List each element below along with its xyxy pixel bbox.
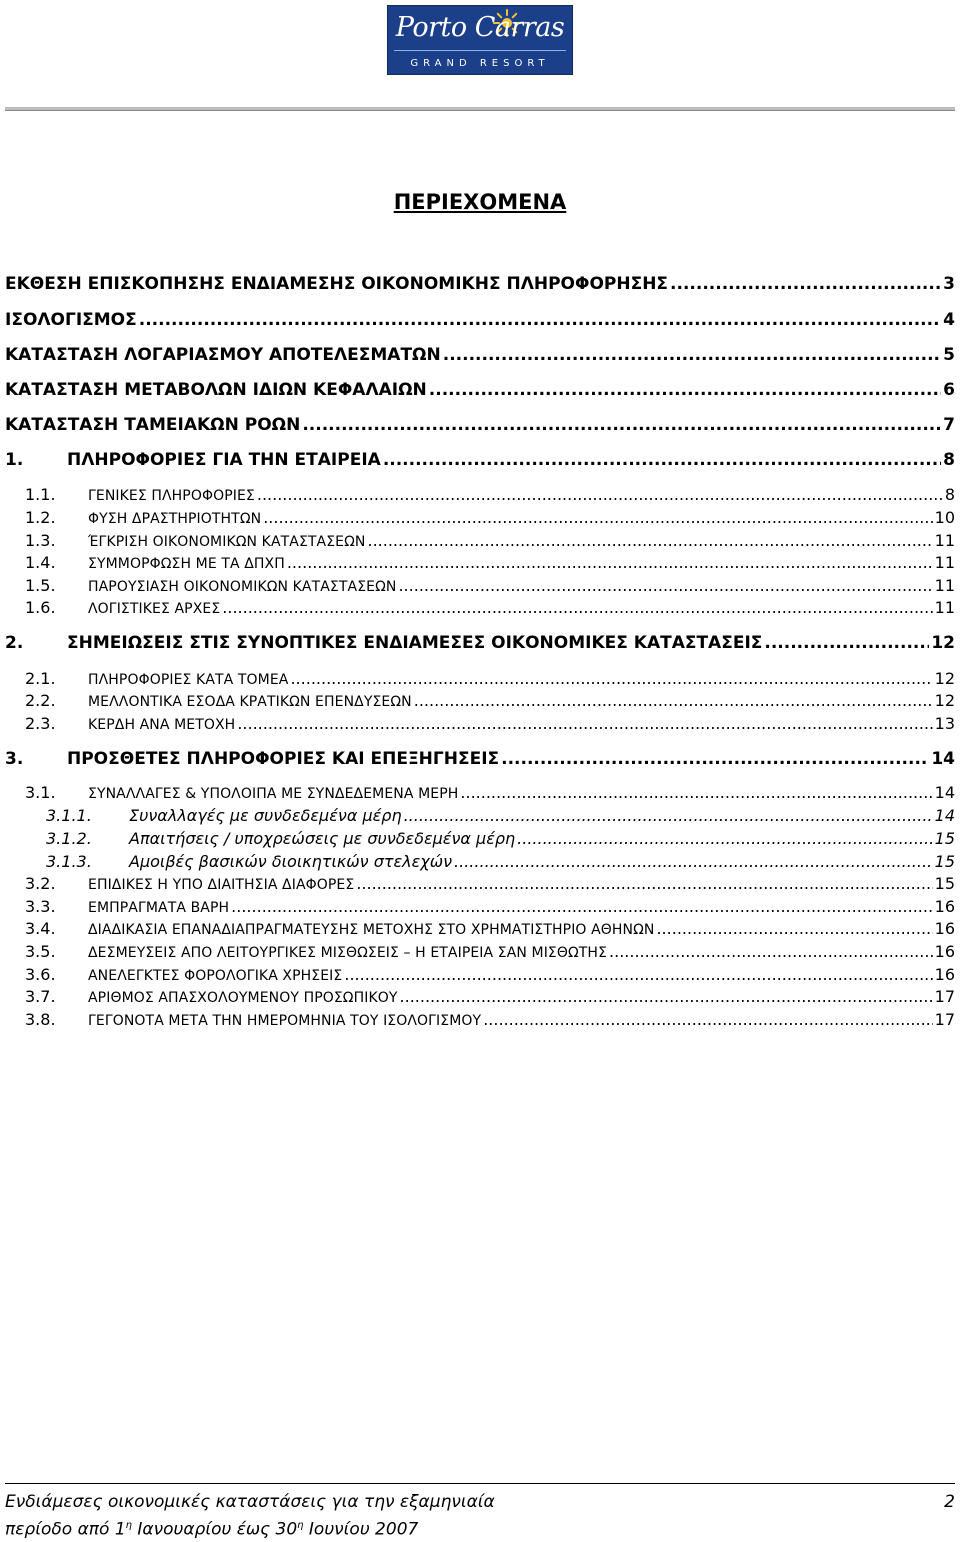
toc-entry-number: 1.3. [25, 531, 56, 550]
toc-leader-dots [656, 919, 932, 938]
toc-entry[interactable] [25, 714, 955, 733]
toc-entry-number: 1.1. [25, 485, 56, 504]
toc-entry[interactable] [25, 485, 955, 504]
toc-entry-number: 2.2. [25, 691, 56, 710]
toc-entry[interactable] [25, 691, 955, 710]
toc-title: ΠΕΡΙΕΧΟΜΕΝΑ [393, 190, 567, 214]
toc-entry[interactable] [5, 345, 955, 365]
toc-leader-dots [609, 942, 933, 961]
toc-entry[interactable] [25, 965, 955, 984]
toc-entry-number: 3.1. [25, 783, 56, 802]
toc-entry-number: 3.1.3. [46, 852, 92, 871]
toc-entry-label: ΕΚΘΕΣΗ ΕΠΙΣΚΟΠΗΣΗΣ ΕΝΔΙΑΜΕΣΗΣ ΟΙΚΟΝΟΜΙΚΗΣ ΠΛΗΡΟΦΟΡΗΣΗΣ [5, 274, 669, 294]
toc-entry-label: ΚΕΡΔΗ ΑΝΑ ΜΕΤΟΧΗ [88, 717, 236, 733]
toc-entry[interactable] [25, 919, 955, 938]
toc-entry[interactable] [5, 415, 955, 435]
toc-entry[interactable] [25, 508, 955, 527]
toc-entry-page: 16 [934, 919, 955, 938]
toc-leader-dots [139, 310, 941, 330]
toc-entry-label: ΣΥΝΑΛΛΑΓΕΣ & ΥΠΟΛΟΙΠΑ ΜΕ ΣΥΝΔΕΔΕΜΕΝΑ ΜΕΡΗ [88, 786, 459, 802]
toc-leader-dots [400, 987, 933, 1006]
toc-entry-page: 8 [943, 450, 955, 470]
toc-entry-page: 12 [934, 691, 955, 710]
toc-entry-number: 1.6. [25, 598, 56, 617]
toc-entry-page: 15 [934, 874, 955, 893]
toc-entry[interactable] [25, 783, 955, 802]
toc-leader-dots [257, 485, 943, 504]
toc-leader-dots [501, 749, 929, 769]
toc-leader-dots [764, 633, 929, 653]
toc-leader-dots [429, 380, 941, 400]
toc-entry-label: ΣΥΜΜΟΡΦΩΣΗ ΜΕ ΤΑ ΔΠΧΠ [88, 556, 285, 572]
toc-entry-page: 14 [931, 749, 955, 769]
toc-entry-page: 10 [934, 508, 955, 527]
toc-entry-number: 3. [5, 749, 24, 769]
toc-entry-number: 2. [5, 633, 24, 653]
toc-entry[interactable] [25, 669, 955, 688]
toc-entry[interactable] [25, 598, 955, 617]
toc-entry-page: 8 [944, 485, 955, 504]
toc-leader-dots [302, 415, 941, 435]
toc-entry-page: 16 [934, 897, 955, 916]
logo-subtitle: GRAND RESORT [410, 58, 550, 69]
toc-entry-page: 13 [934, 714, 955, 733]
toc-entry-page: 4 [943, 310, 955, 330]
porto-carras-logo [387, 5, 573, 75]
toc-entry-label: Συναλλαγές με συνδεδεμένα μέρη [129, 806, 402, 825]
toc-leader-dots [222, 598, 932, 617]
page-footer [5, 1491, 955, 1542]
toc-leader-dots [414, 691, 933, 710]
toc-entry-label: ΠΑΡΟΥΣΙΑΣΗ ΟΙΚΟΝΟΜΙΚΩΝ ΚΑΤΑΣΤΑΣΕΩΝ [88, 579, 397, 595]
footer-line-1: Ενδιάμεσες οικονομικές καταστάσεις για την εξαμηνιαία [5, 1492, 495, 1512]
toc-entry-label: ΠΛΗΡΟΦΟΡΙΕΣ ΚΑΤΑ ΤΟΜΕΑ [88, 672, 289, 688]
toc-entry-label: ΚΑΤΑΣΤΑΣΗ ΛΟΓΑΡΙΑΣΜΟΥ ΑΠΟΤΕΛΕΣΜΑΤΩΝ [5, 345, 441, 365]
toc-entry-number: 3.1.2. [46, 829, 92, 848]
toc-entry-page: 14 [934, 806, 955, 825]
toc-entry-label: ΑΝΕΛΕΓΚΤΕΣ ΦΟΡΟΛΟΓΙΚΑ ΧΡΗΣΕΙΣ [88, 968, 343, 984]
toc-entry[interactable] [5, 274, 955, 294]
toc-entry-number: 3.5. [25, 942, 56, 961]
toc-entry-page: 11 [934, 531, 955, 550]
toc-entry-number: 3.7. [25, 987, 56, 1006]
toc-entry-label: ΕΜΠΡΑΓΜΑΤΑ ΒΑΡΗ [88, 900, 230, 916]
toc-entry[interactable] [25, 987, 955, 1006]
toc-entry-number: 3.1.1. [46, 806, 92, 825]
toc-leader-dots [383, 450, 941, 470]
toc-entry[interactable] [25, 553, 955, 572]
toc-leader-dots [287, 553, 933, 572]
toc-entry-label: ΓΕΝΙΚΕΣ ΠΛΗΡΟΦΟΡΙΕΣ [88, 488, 255, 504]
toc-leader-dots [231, 897, 932, 916]
toc-entry-label: ΔΙΑΔΙΚΑΣΙΑ ΕΠΑΝΑΔΙΑΠΡΑΓΜΑΤΕΥΣΗΣ ΜΕΤΟΧΗΣ ΣΤΟ ΧΡΗΜΑΤΙΣΤΗΡΙΟ ΑΘΗΝΩΝ [88, 922, 655, 938]
toc-entry-label: ΕΠΙΔΙΚΕΣ Η ΥΠΟ ΔΙΑΙΤΗΣΙΑ ΔΙΑΦΟΡΕΣ [88, 877, 355, 893]
toc-entry-number: 3.6. [25, 965, 56, 984]
toc-entry-label: ΛΟΓΙΣΤΙΚΕΣ ΑΡΧΕΣ [88, 601, 221, 617]
toc-entry-page: 11 [934, 598, 955, 617]
toc-entry[interactable] [5, 749, 955, 769]
toc-entry-page: 12 [931, 633, 955, 653]
toc-entry-label: ΠΛΗΡΟΦΟΡΙΕΣ ΓΙΑ ΤΗΝ ΕΤΑΙΡΕΙΑ [67, 450, 381, 470]
header-rule [5, 107, 955, 111]
toc-entry-page: 17 [934, 987, 955, 1006]
logo-divider [394, 50, 566, 51]
toc-entry-page: 17 [934, 1010, 955, 1029]
toc-entry[interactable] [25, 1010, 955, 1029]
toc-entry-label: ΑΡΙΘΜΟΣ ΑΠΑΣΧΟΛΟΥΜΕΝΟΥ ΠΡΟΣΩΠΙΚΟΥ [88, 990, 398, 1006]
toc-entry-label: ΣΗΜΕΙΩΣΕΙΣ ΣΤΙΣ ΣΥΝΟΠΤΙΚΕΣ ΕΝΔΙΑΜΕΣΕΣ ΟΙΚΟΝΟΜΙΚΕΣ ΚΑΤΑΣΤΑΣΕΙΣ [67, 633, 763, 653]
toc-entry-label: ΜΕΛΛΟΝΤΙΚΑ ΕΣΟΔΑ ΚΡΑΤΙΚΩΝ ΕΠΕΝΔΥΣΕΩΝ [88, 694, 412, 710]
toc-leader-dots [670, 274, 941, 294]
toc-entry[interactable] [5, 310, 955, 330]
toc-entry-label: ΚΑΤΑΣΤΑΣΗ ΤΑΜΕΙΑΚΩΝ ΡΟΩΝ [5, 415, 301, 435]
toc-entry-number: 1.5. [25, 576, 56, 595]
toc-entry[interactable] [25, 897, 955, 916]
toc-entry-page: 6 [943, 380, 955, 400]
toc-entry-label: ΔΕΣΜΕΥΣΕΙΣ ΑΠΟ ΛΕΙΤΟΥΡΓΙΚΕΣ ΜΙΣΘΩΣΕΙΣ – Η ΕΤΑΙΡΕΙΑ ΣΑΝ ΜΙΣΘΩΤΗΣ [88, 945, 608, 961]
toc-entry-number: 3.2. [25, 874, 56, 893]
toc-entry[interactable] [46, 806, 955, 825]
toc-entry-label: Αμοιβές βασικών διοικητικών στελεχών [129, 852, 453, 871]
toc-entry-page: 3 [943, 274, 955, 294]
toc-leader-dots [356, 874, 932, 893]
toc-leader-dots [290, 669, 932, 688]
toc-entry[interactable] [46, 852, 955, 871]
toc-entry-label: ΈΓΚΡΙΣΗ ΟΙΚΟΝΟΜΙΚΩΝ ΚΑΤΑΣΤΑΣΕΩΝ [88, 534, 366, 550]
toc-leader-dots [344, 965, 932, 984]
footer-rule [5, 1483, 955, 1484]
toc-entry[interactable] [5, 633, 955, 653]
toc-entry-page: 14 [934, 783, 955, 802]
toc-entry-number: 1.4. [25, 553, 56, 572]
toc-leader-dots [517, 829, 932, 848]
toc-leader-dots [368, 531, 933, 550]
toc-entry-label: Απαιτήσεις / υποχρεώσεις με συνδεδεμένα μέρη [129, 829, 516, 848]
toc-entry-page: 16 [934, 942, 955, 961]
toc-leader-dots [454, 852, 933, 871]
toc-entry-number: 3.4. [25, 919, 56, 938]
footer-page-number: 2 [944, 1492, 955, 1512]
toc-entry-number: 2.1. [25, 669, 56, 688]
toc-entry-label: ΙΣΟΛΟΓΙΣΜΟΣ [5, 310, 137, 330]
toc-leader-dots [483, 1010, 932, 1029]
toc-entry-page: 16 [934, 965, 955, 984]
toc-leader-dots [237, 714, 932, 733]
toc-entry[interactable] [25, 531, 955, 550]
toc-entry[interactable] [25, 576, 955, 595]
toc-entry[interactable] [46, 829, 955, 848]
toc-entry-label: ΓΕΓΟΝΟΤΑ ΜΕΤΑ ΤΗΝ ΗΜΕΡΟΜΗΝΙΑ ΤΟΥ ΙΣΟΛΟΓΙΣΜΟΥ [88, 1013, 482, 1029]
toc-leader-dots [263, 508, 932, 527]
toc-entry-label: ΦΥΣΗ ΔΡΑΣΤΗΡΙΟΤΗΤΩΝ [88, 511, 262, 527]
toc-entry-page: 11 [934, 576, 955, 595]
toc-entry-page: 11 [934, 553, 955, 572]
toc-entry-page: 5 [943, 345, 955, 365]
toc-entry[interactable] [5, 380, 955, 400]
toc-entry-page: 15 [934, 829, 955, 848]
toc-leader-dots [443, 345, 941, 365]
toc-entry-number: 1. [5, 450, 24, 470]
toc-entry-page: 15 [934, 852, 955, 871]
toc-entry-page: 7 [943, 415, 955, 435]
toc-leader-dots [460, 783, 932, 802]
toc-entry[interactable] [25, 942, 955, 961]
footer-line-2: περίοδο από $1^\eta$ Ιανουαρίου έως $30^\eta$ Ιουνίου 2007 [5, 1519, 419, 1540]
toc-entry-label: ΠΡΟΣΘΕΤΕΣ ΠΛΗΡΟΦΟΡΙΕΣ ΚΑΙ ΕΠΕΞΗΓΗΣΕΙΣ [67, 749, 500, 769]
toc-entry[interactable] [25, 874, 955, 893]
toc-entry[interactable] [5, 450, 955, 470]
toc-entry-page: 12 [934, 669, 955, 688]
toc-entry-number: 3.3. [25, 897, 56, 916]
toc-entry-number: 1.2. [25, 508, 56, 527]
toc-leader-dots [398, 576, 932, 595]
toc-leader-dots [404, 806, 933, 825]
toc-entry-number: 2.3. [25, 714, 56, 733]
toc-entry-label: ΚΑΤΑΣΤΑΣΗ ΜΕΤΑΒΟΛΩΝ ΙΔΙΩΝ ΚΕΦΑΛΑΙΩΝ [5, 380, 427, 400]
logo-script-text: Porto Carras [395, 12, 565, 43]
toc-entry-number: 3.8. [25, 1010, 56, 1029]
